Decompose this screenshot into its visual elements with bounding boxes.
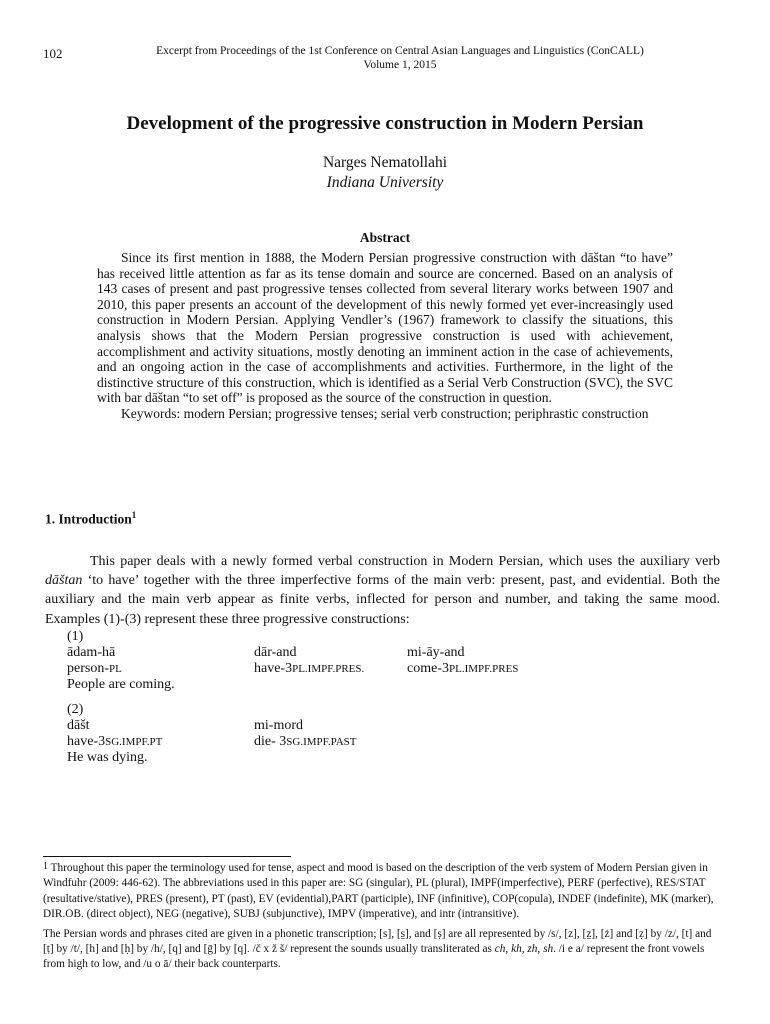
example-1-translation: People are coming.: [67, 677, 175, 692]
paper-title: Development of the progressive construction in Modern Persian: [126, 113, 644, 134]
abstract-heading: Abstract: [359, 230, 411, 245]
example-word: dār-and: [254, 645, 297, 660]
example-1: [67, 629, 627, 693]
example-word: dāšt: [67, 718, 90, 733]
author-block: [60, 153, 710, 193]
header-line-2: Volume 1, 2015: [363, 59, 437, 71]
example-gloss: have-3PL.IMPF.PRES.: [254, 661, 365, 676]
footnote-divider: [43, 856, 291, 857]
running-header: [110, 44, 690, 72]
abstract-body: Since its first mention in 1888, the Modern Persian progressive construction with dāštan “to have” has received little attention as far as its tense domain and source are concerned. Based on an analysis of 143 cases of present and past progressive tenses collected from several literary works between 1907 and 2010, this paper presents an account of the development of this newly formed yet ever-increasingly used construction in Modern Persian. Applying Vendler’s (1967) framework to classify the situations, this analysis shows that the Modern Persian progressive construction is used with achievement, accomplishment and activity situations, mostly denoting an imminent action in the case of achievements, and an ongoing action in the case of accomplishments and activities. Furthermore, in the light of the distinctive structure of this construction, which is identified as a Serial Verb Construction (SVC), the SVC with bar dāštan “to set off” is proposed as the source of the construction in question.: [97, 250, 673, 406]
intro-text-2: ‘to have’ together with the three imperfective forms of the main verb: present, past, and evidential. Both the auxiliary and the main verb appear as finite verbs, inflected for person and number, and taking the same mood. Examples (1)-(3) represent these three progressive constructions:: [45, 573, 721, 627]
abstract-keywords: Keywords: modern Persian; progressive tenses; serial verb construction; periphrastic construction: [121, 405, 649, 421]
intro-text-1: This paper deals with a newly formed verbal construction in Modern Persian, which uses the auxiliary verb: [90, 554, 720, 569]
footnote: [43, 861, 723, 973]
footnote-para-1: $^1$ Throughout this paper the terminology used for tense, aspect and mood is based on the description of the verb system of Modern Persian given in Windfuhr (2009: 446-62). The abbreviations used in this paper are: SG (singular), PL (plural), IMPF(imperfective), PERF (perfective), RES/STAT (resultative/stative), PRES (present), PT (past), EV (evidential),PART (participle), INF (infinitive), COP(copula), INDEF (indefinite), MK (marker), DIR.OB. (direct object), NEG (negative), SUBJ (subjunctive), IMPV (imperative), and intr (intransitive).: [43, 861, 714, 921]
example-2-translation: He was dying.: [67, 750, 148, 765]
abstract: [97, 250, 673, 422]
intro-paragraph: [45, 552, 720, 629]
header-line-1: Excerpt from Proceedings of the 1st Conference on Central Asian Languages and Linguistics (ConCALL): [156, 45, 644, 57]
example-2-words: [67, 718, 627, 734]
example-gloss: die- 3SG.IMPF.PAST: [254, 734, 357, 749]
page-number: 102: [43, 46, 63, 61]
example-1-words: [67, 645, 627, 661]
example-2-gloss: [67, 734, 627, 750]
example-word: mi-mord: [254, 718, 303, 733]
example-word: mi-āy-and: [407, 645, 465, 660]
section-title: 1. Introduction: [45, 511, 132, 527]
section-heading: [45, 510, 136, 528]
footnote-ref: 1: [131, 510, 137, 520]
example-2: [67, 702, 627, 766]
author-affiliation: Indiana University: [326, 174, 444, 191]
example-word: ādam-hā: [67, 645, 116, 660]
example-gloss: person-PL: [67, 661, 122, 676]
footnote-mark: 1: [43, 861, 48, 872]
author-name: Narges Nematollahi: [322, 154, 448, 171]
footnote-para-2: The Persian words and phrases cited are given in a phonetic transcription; [s], [s̱], and [ṣ] are all represented by /s/, [z], [ẕ], [ż] and [ẓ] by /z/, [t] and [ṭ] by /t/, [h] and [ḥ] by /h/, [q] and [ḡ] by [q]. /č x ž š/ represent the sounds usually transliterated as ch, kh, zh, sh. /i e a/ represent the front vowels from high to low, and /u o ā/ their back counterparts.: [43, 927, 712, 971]
intro-italic-term: dāštan: [45, 573, 83, 589]
example-gloss: come-3PL.IMPF.PRES: [407, 661, 519, 676]
example-1-gloss: [67, 661, 627, 677]
example-2-number: (2): [67, 702, 84, 717]
example-1-number: (1): [67, 629, 84, 644]
example-gloss: have-3SG.IMPF.PT: [67, 734, 163, 749]
